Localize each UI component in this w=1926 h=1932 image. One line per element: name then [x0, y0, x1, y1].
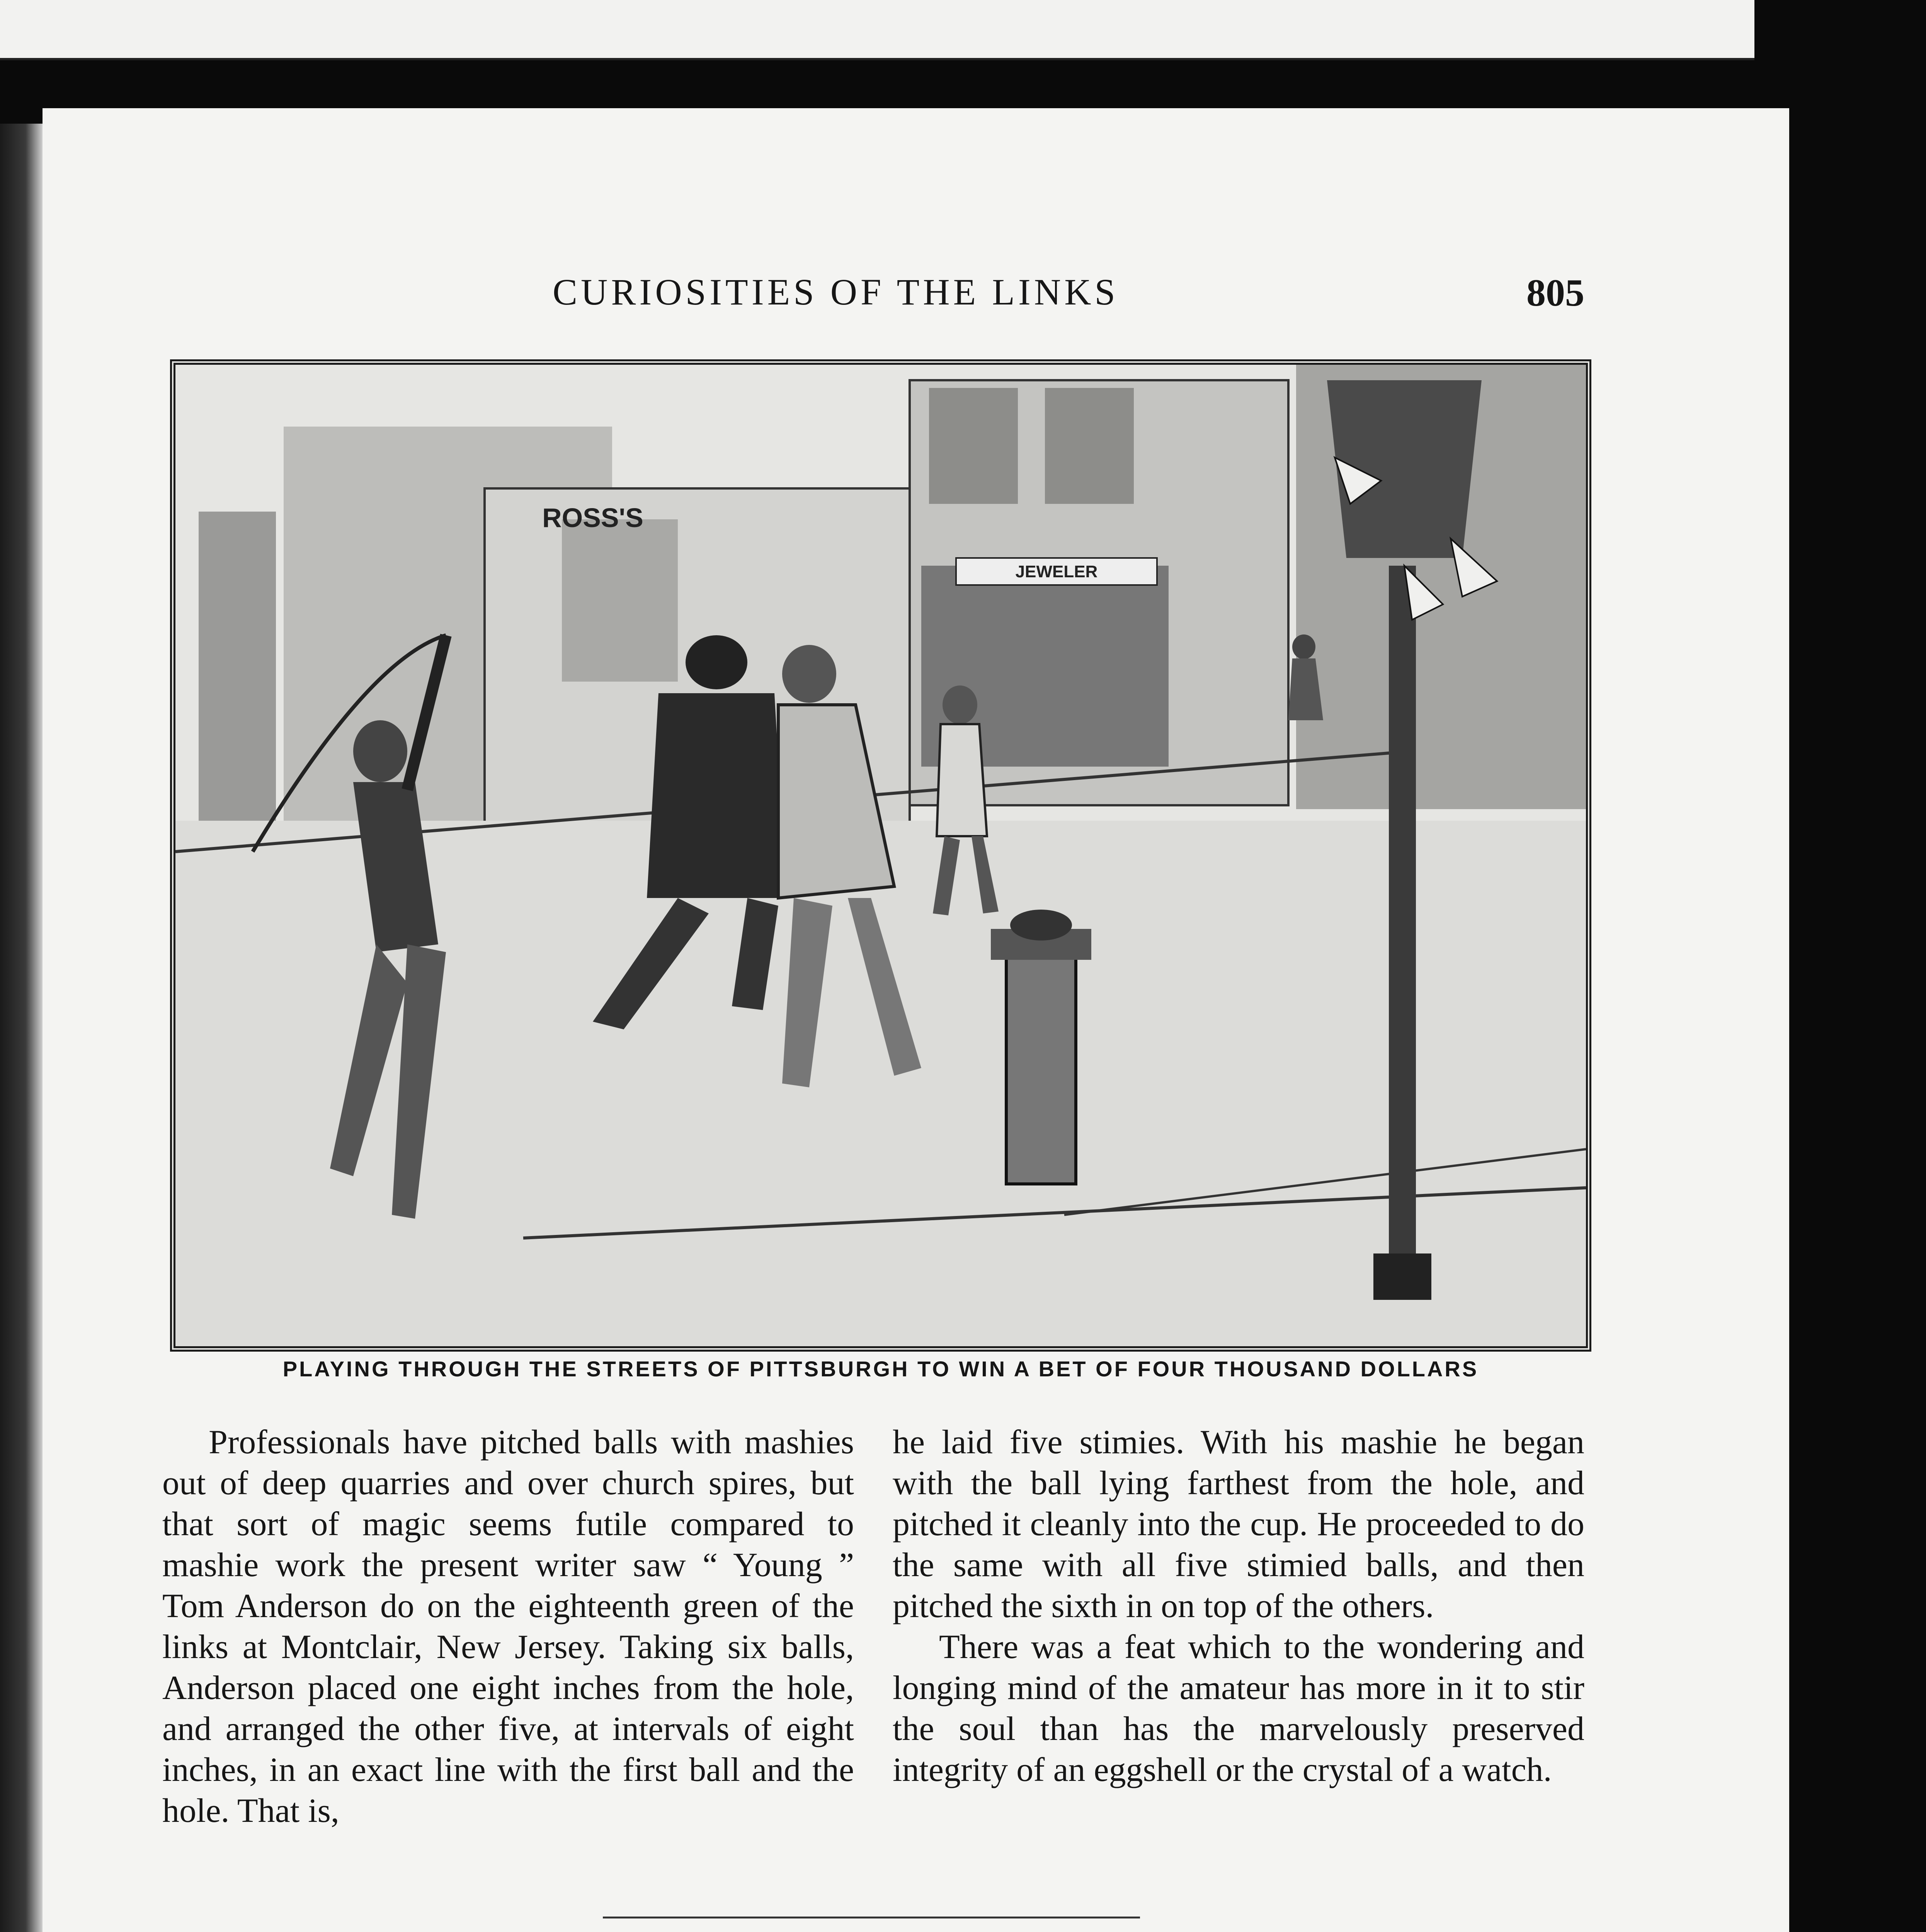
article-paragraph: Professionals have pitched balls with mashies out of deep quarries and over church spires, but that sort of magic seems futile compared to mashie work the present writer saw “ Young ” Tom Anderson do on the eighteenth green of the links at Montclair, New Jersey. Taking six balls, Anderson placed one eight inches from the hole, and arranged the other five, at intervals of eight inches, in an exact line with the first ball and the hole. That is, [162, 1423, 854, 1830]
page-number: 805 [1526, 271, 1584, 314]
poster-sign-text: ROSS'S [542, 503, 643, 533]
article-column-left [162, 1422, 854, 1832]
section-divider [603, 1917, 1140, 1918]
article-paragraph: There was a feat which to the wondering and longing mind of the amateur has more in it to stir the soul than has the marvelously preserved integrity of an eggshell or the crystal of a watch. [893, 1628, 1584, 1789]
running-title: CURIOSITIES OF THE LINKS [553, 271, 1119, 313]
illustration-caption: PLAYING THROUGH THE STREETS OF PITTSBURGH TO WIN A BET OF FOUR THOUSAND DOLLARS [282, 1357, 1479, 1381]
scanner-edge [1789, 0, 1926, 1932]
previous-page-strip [0, 0, 1754, 60]
page-binding-shadow [0, 124, 43, 1932]
article-paragraph-continued: he laid five stimies. With his mashie he began with the ball lying farthest from the hole, and pitched it cleanly into the cup. He proceeded to do the same with all five stimied balls, and then pitched the sixth in on top of the others. [893, 1423, 1584, 1625]
illustration-drawing [175, 365, 1586, 1346]
shop-sign-text: JEWELER [1015, 562, 1098, 581]
article-column-right [893, 1422, 1584, 1791]
street-golf-illustration [170, 359, 1591, 1352]
